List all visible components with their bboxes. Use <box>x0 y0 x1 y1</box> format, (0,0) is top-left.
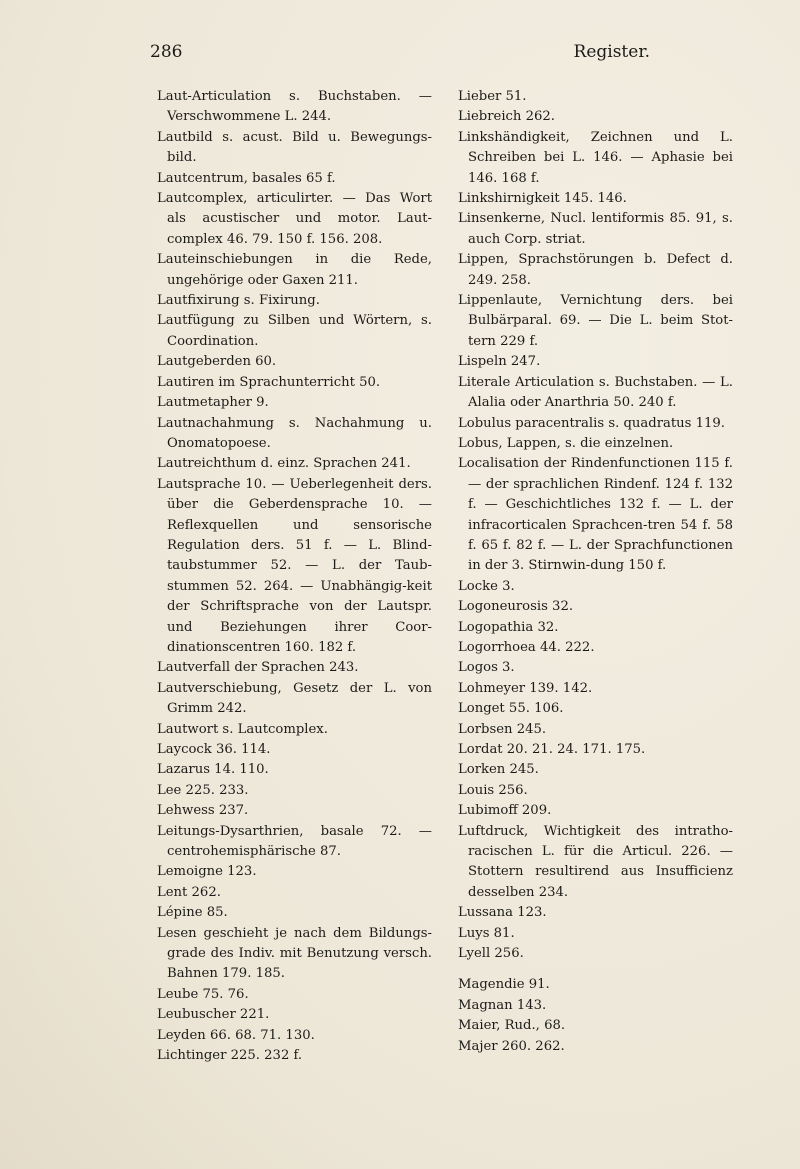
index-entry: Lautcomplex, articulirter. — Das Wort als acustischer und motor. Laut-complex 46. 79. 150 f. 156. 208. <box>157 191 432 247</box>
index-entry: Lautverschiebung, Gesetz der L. von Grimm 242. <box>157 680 432 717</box>
index-entry: Lohmeyer 139. 142. <box>458 680 593 696</box>
index-entry: Lautcentrum, basales 65 f. <box>157 170 336 186</box>
index-entry: Lépine 85. <box>157 905 228 921</box>
index-entry: Lesen geschieht je nach dem Bildungs-grade des Indiv. mit Benutzung versch. Bahnen 179. 185. <box>157 925 432 982</box>
index-entry: Lautgeberden 60. <box>157 354 277 370</box>
index-entry: Lautfixirung s. Fixirung. <box>157 293 320 309</box>
index-entry: Louis 256. <box>458 782 528 798</box>
index-entry: Lichtinger 225. 232 f. <box>157 1048 303 1064</box>
index-entry: Lautsprache 10. — Ueberlegenheit ders. über die Geberdensprache 10. — Reflexquellen und sensorische Regulation ders. 51 f. — L. Blind-taubstummer 52. — L. der Taub-stummen 52. 264. — Unabhängig-keit der Schriftsprache von der Lautspr. und Beziehungen ihrer Coor-dinationscentren 160. 182 f. <box>157 476 432 655</box>
index-entry: Lispeln 247. <box>458 354 541 370</box>
index-entry: Lautmetapher 9. <box>157 395 269 411</box>
index-entry: Lussana 123. <box>458 905 547 921</box>
page-header <box>150 42 650 70</box>
index-entry: Lobus, Lappen, s. die einzelnen. <box>458 435 674 451</box>
index-entry: Leyden 66. 68. 71. 130. <box>157 1027 315 1043</box>
index-entry: Lautiren im Sprachunterricht 50. <box>157 374 381 390</box>
index-entry: Leubuscher 221. <box>157 1007 270 1023</box>
index-entry: Leube 75. 76. <box>157 986 249 1002</box>
index-entry: Magendie 91. <box>458 977 550 993</box>
index-entry: Lautverfall der Sprachen 243. <box>157 660 359 676</box>
index-entry: Lautnachahmung s. Nachahmung u. Onomatopoese. <box>157 415 432 451</box>
index-entry: Linkshändigkeit, Zeichnen und L. Schreiben bei L. 146. — Aphasie bei 146. 168 f. <box>458 129 733 186</box>
index-entry: Lyell 256. <box>458 946 524 962</box>
index-entry: Linkshirnigkeit 145. 146. <box>458 191 627 207</box>
index-entry: Magnan 143. <box>458 997 547 1013</box>
index-entry: Lautbild s. acust. Bild u. Bewegungs-bild. <box>157 129 432 166</box>
index-entry: Maier, Rud., 68. <box>458 1018 566 1034</box>
index-entry: Laut-Articulation s. Buchstaben. — Verschwommene L. 244. <box>157 89 432 125</box>
index-entry: Lent 262. <box>157 884 221 900</box>
index-entry: Lippenlaute, Vernichtung ders. bei Bulbärparal. 69. — Die L. beim Stot-tern 229 f. <box>458 293 733 349</box>
index-entry: Majer 260. 262. <box>458 1038 565 1054</box>
index-entry: Lorken 245. <box>458 762 539 778</box>
index-entry: Longet 55. 106. <box>458 701 564 717</box>
index-entry: Localisation der Rindenfunctionen 115 f. — der sprachlichen Rindenf. 124 f. 132 f. — Geschichtliches 132 f. — L. der infracorticalen Sprachcen-tren 54 f. 58 f. 65 f. 82 f. — L. der Sprachfunctionen in der 3. Stirnwin-dung 150 f. <box>458 456 733 574</box>
index-entry: Leitungs-Dysarthrien, basale 72. — centrohemisphärische 87. <box>157 823 432 860</box>
index-entry: Logoneurosis 32. <box>458 599 574 615</box>
index-column-left <box>157 87 432 1067</box>
index-entry: Luftdruck, Wichtigkeit des intratho-racischen L. für die Articul. 226. — Stottern resultirend aus Insufficienz desselben 234. <box>458 823 733 900</box>
index-entry: Lautfügung zu Silben und Wörtern, s. Coordination. <box>157 313 432 349</box>
index-entry: Literale Articulation s. Buchstaben. — L. Alalia oder Anarthria 50. 240 f. <box>458 374 733 411</box>
index-entry: Luys 81. <box>458 925 515 941</box>
page-title: Register. <box>573 42 650 62</box>
index-entry: Lobulus paracentralis s. quadratus 119. <box>458 415 725 431</box>
index-entry: Liebreich 262. <box>458 109 555 125</box>
index-entry: Lieber 51. <box>458 89 527 104</box>
index-entry: Laycock 36. 114. <box>157 742 271 757</box>
index-entry: Logorrhoea 44. 222. <box>458 639 595 655</box>
index-entry: Logopathia 32. <box>458 619 559 635</box>
index-entry: Lauteinschiebungen in die Rede, ungehörige oder Gaxen 211. <box>157 252 432 288</box>
index-entry: Lee 225. 233. <box>157 782 249 798</box>
index-entry: Lautreichthum d. einz. Sprachen 241. <box>157 456 411 472</box>
index-column-right <box>458 87 733 1057</box>
index-entry: Lehwess 237. <box>157 803 249 819</box>
index-entry: Lordat 20. 21. 24. 171. 175. <box>458 742 646 757</box>
index-entry: Lippen, Sprachstörungen b. Defect d. 249. 258. <box>458 252 733 288</box>
index-entry: Locke 3. <box>458 578 515 594</box>
index-entry: Lemoigne 123. <box>157 864 257 880</box>
index-entry: Lubimoff 209. <box>458 803 552 819</box>
page-number: 286 <box>150 42 183 62</box>
index-entry: Linsenkerne, Nucl. lentiformis 85. 91, s. auch Corp. striat. <box>458 211 733 247</box>
index-entry: Logos 3. <box>458 660 515 676</box>
index-entry: Lazarus 14. 110. <box>157 762 269 778</box>
index-entry: Lautwort s. Lautcomplex. <box>157 721 328 737</box>
index-entry: Lorbsen 245. <box>458 721 547 737</box>
